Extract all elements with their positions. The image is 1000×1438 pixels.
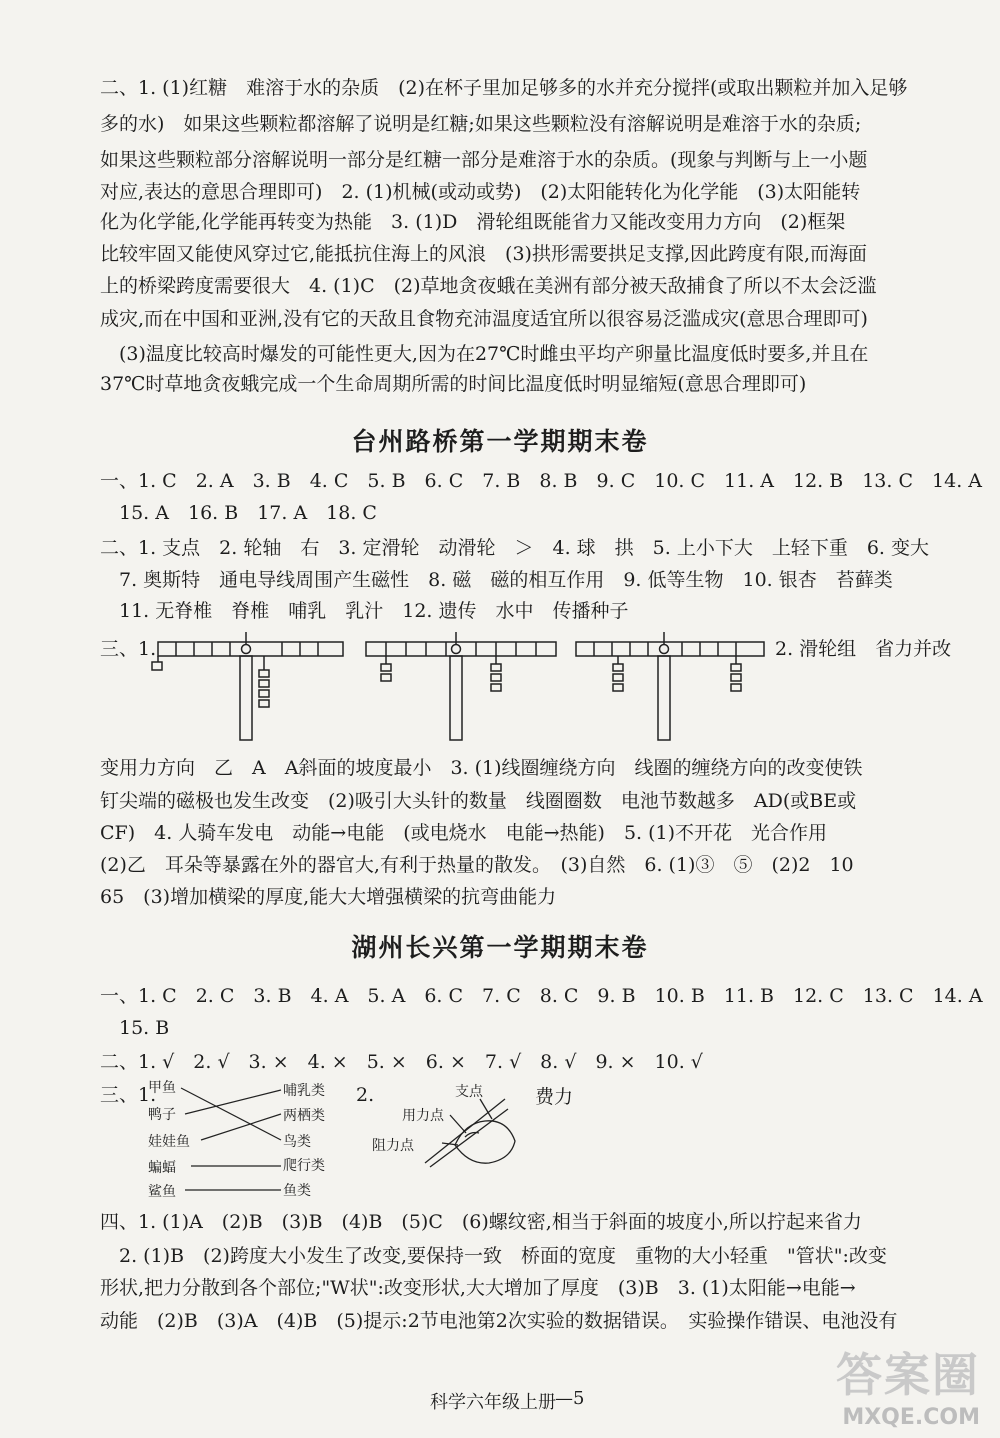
match-right-item: 鱼类 (283, 1183, 311, 1199)
text-line: 动能 (2)B (3)A (4)B (5)提示:2节电池第2次实验的数据错误。 实验操作错误、电池没有 (100, 1310, 898, 1332)
question-number: 三、1. (100, 638, 157, 660)
text-line: 多的水) 如果这些颗粒都溶解了说明是红糖;如果这些颗粒没有溶解说明是难溶于水的杂质; (100, 113, 862, 135)
match-right-item: 哺乳类 (283, 1083, 325, 1099)
match-left-item: 鲨鱼 (148, 1184, 176, 1200)
text-line: 四、1. (1)A (2)B (3)B (4)B (5)C (6)螺纹密,相当于斜面的坡度小,所以拧起来省力 (100, 1211, 862, 1233)
text-line: 二、1. (1)红糖 难溶于水的杂质 (2)在杯子里加足够多的水并充分搅拌(或取出颗粒并加入足够 (100, 77, 908, 99)
text-line: 二、1. 支点 2. 轮轴 右 3. 定滑轮 动滑轮 ＞ 4. 球 拱 5. 上小下大 上轻下重 6. 变大 (100, 537, 930, 559)
match-right-item: 两栖类 (283, 1108, 325, 1124)
section-title: 湖州长兴第一学期期末卷 (351, 933, 649, 962)
lever-diagram-1 (148, 632, 348, 742)
page-number: —5 (555, 1388, 585, 1409)
text-line: (3)温度比较高时爆发的可能性更大,因为在27℃时雌虫平均产卵量比温度低时要多,并且在 (100, 343, 869, 365)
text-line: 一、1. C 2. A 3. B 4. C 5. B 6. C 7. B 8. B 9. C 10. C 11. A 12. B 13. C 14. A (100, 470, 982, 492)
text-line: 15. B (100, 1017, 170, 1039)
text-line: 变用力方向 乙 A A斜面的坡度最小 3. (1)线圈缠绕方向 线圈的缠绕方向的改变使铁 (100, 757, 863, 779)
text-line: 对应,表达的意思合理即可) 2. (1)机械(或动或势) (2)太阳能转化为化学能 (3)太阳能转 (100, 181, 861, 203)
text-line: 一、1. C 2. C 3. B 4. A 5. A 6. C 7. C 8. C 9. B 10. B 11. B 12. C 13. C 14. A (100, 985, 983, 1007)
watermark-logo: 答案圈 (836, 1348, 980, 1402)
question-number: 三、1. (100, 1084, 157, 1106)
watermark (836, 1339, 980, 1430)
text-line: 形状,把力分散到各个部位;"W状":改变形状,大大增加了厚度 (3)B 3. (1)太阳能→电能→ (100, 1277, 856, 1299)
fulcrum-label: 支点 (455, 1084, 483, 1100)
text-line: 11. 无脊椎 脊椎 哺乳 乳汁 12. 遗传 水中 传播种子 (100, 600, 629, 622)
text-line: 7. 奥斯特 通电导线周围产生磁性 8. 磁 磁的相互作用 9. 低等生物 10. 银杏 苔藓类 (100, 569, 893, 591)
text-line: 上的桥梁跨度需要很大 4. (1)C (2)草地贪夜蛾在美洲有部分被天敌捕食了所以不太会泛滥 (100, 275, 877, 297)
text-line: 15. A 16. B 17. A 18. C (100, 502, 377, 524)
question-number: 2. (356, 1084, 375, 1106)
lever-diagram-3 (570, 632, 770, 742)
text-line: 如果这些颗粒部分溶解说明一部分是红糖一部分是难溶于水的杂质。(现象与判断与上一小题 (100, 149, 868, 171)
text-line: 成灾,而在中国和亚洲,没有它的天敌且食物充沛温度适宜所以很容易泛滥成灾(意思合理即可) (100, 308, 868, 330)
answer-text: 费力 (535, 1086, 574, 1108)
match-left-item: 蝙蝠 (148, 1160, 176, 1176)
effort-label: 用力点 (402, 1108, 444, 1124)
text-line: 37℃时草地贪夜蛾完成一个生命周期所需的时间比温度低时明显缩短(意思合理即可) (100, 373, 807, 395)
match-left-item: 甲鱼 (148, 1080, 176, 1096)
match-right-item: 鸟类 (283, 1134, 311, 1150)
text-line: 65 (3)增加横梁的厚度,能大大增强横梁的抗弯曲能力 (100, 886, 557, 908)
matching-lines (175, 1080, 285, 1200)
text-line: CF) 4. 人骑车发电 动能→电能 (或电烧水 电能→热能) 5. (1)不开花 光合作用 (100, 822, 828, 844)
text-line: 化为化学能,化学能再转变为热能 3. (1)D 滑轮组既能省力又能改变用力方向 (2)框架 (100, 211, 846, 233)
section-title: 台州路桥第一学期期末卷 (351, 427, 649, 456)
match-right-item: 爬行类 (283, 1158, 325, 1174)
book-title: 科学六年级上册 (430, 1392, 556, 1413)
text-line: 比较牢固又能使风穿过它,能抵抗住海上的风浪 (3)拱形需要拱足支撑,因此跨度有限,而海面 (100, 243, 868, 265)
text-line: 钉尖端的磁极也发生改变 (2)吸引大头针的数量 线圈圈数 电池节数越多 AD(或BE或 (100, 790, 857, 812)
watermark-url: MXQE.COM (842, 1405, 980, 1430)
text-line: 二、1. √ 2. √ 3. × 4. × 5. × 6. × 7. √ 8. √ 9. × 10. √ (100, 1051, 703, 1073)
chopsticks-icon (410, 1085, 525, 1170)
match-left-item: 娃娃鱼 (148, 1134, 190, 1150)
text-line: (2)乙 耳朵等暴露在外的器官大,有利于热量的散发。 (3)自然 6. (1)③ ⑤ (2)2 10 (100, 854, 854, 876)
answer-text: 2. 滑轮组 省力并改 (775, 638, 952, 660)
lever-diagram-2 (360, 632, 565, 742)
load-label: 阻力点 (372, 1138, 414, 1154)
match-left-item: 鸭子 (148, 1107, 176, 1123)
text-line: 2. (1)B (2)跨度大小发生了改变,要保持一致 桥面的宽度 重物的大小轻重 "管状":改变 (100, 1245, 887, 1267)
